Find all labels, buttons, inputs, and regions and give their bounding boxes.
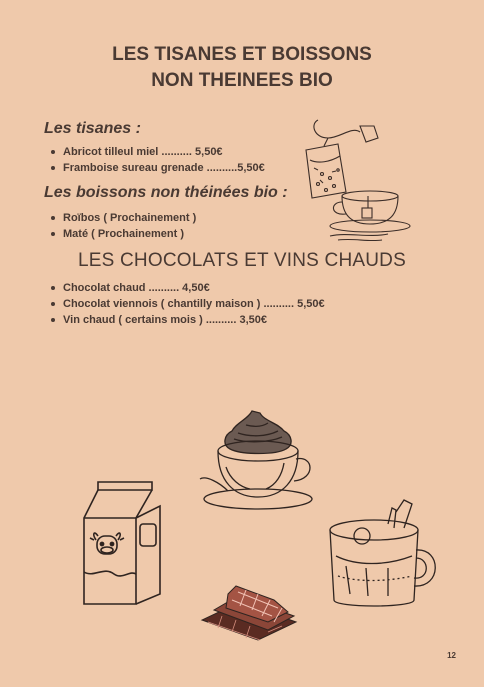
chocolats-list	[50, 280, 325, 328]
mulled-wine-mug-icon	[326, 496, 440, 614]
list-item: Roïbos ( Prochainement )	[50, 210, 196, 226]
boissons-list	[50, 210, 196, 242]
page-number: 12	[447, 651, 456, 660]
hot-chocolate-cup-icon	[196, 405, 320, 521]
page-title-line-1: LES TISANES ET BOISSONS	[112, 44, 372, 65]
milk-carton-icon	[80, 478, 166, 608]
tisanes-heading: Les tisanes :	[44, 120, 141, 137]
list-item: Abricot tilleul miel .......... 5,50€	[50, 144, 265, 160]
list-item: Chocolat chaud .......... 4,50€	[50, 280, 325, 296]
list-item: Chocolat viennois ( chantilly maison ) .......... 5,50€	[50, 296, 325, 312]
tea-cup-icon	[328, 188, 412, 244]
chocolats-heading: LES CHOCOLATS ET VINS CHAUDS	[78, 250, 406, 271]
list-item: Vin chaud ( certains mois ) .......... 3,50€	[50, 312, 325, 328]
page-title	[0, 42, 484, 94]
list-item: Framboise sureau grenade ..........5,50€	[50, 160, 265, 176]
list-item: Maté ( Prochainement )	[50, 226, 196, 242]
chocolate-bar-icon	[198, 582, 302, 644]
tisanes-list	[50, 144, 265, 176]
boissons-heading: Les boissons non théinées bio :	[44, 184, 288, 201]
page-title-line-2: NON THEINEES BIO	[151, 70, 333, 91]
